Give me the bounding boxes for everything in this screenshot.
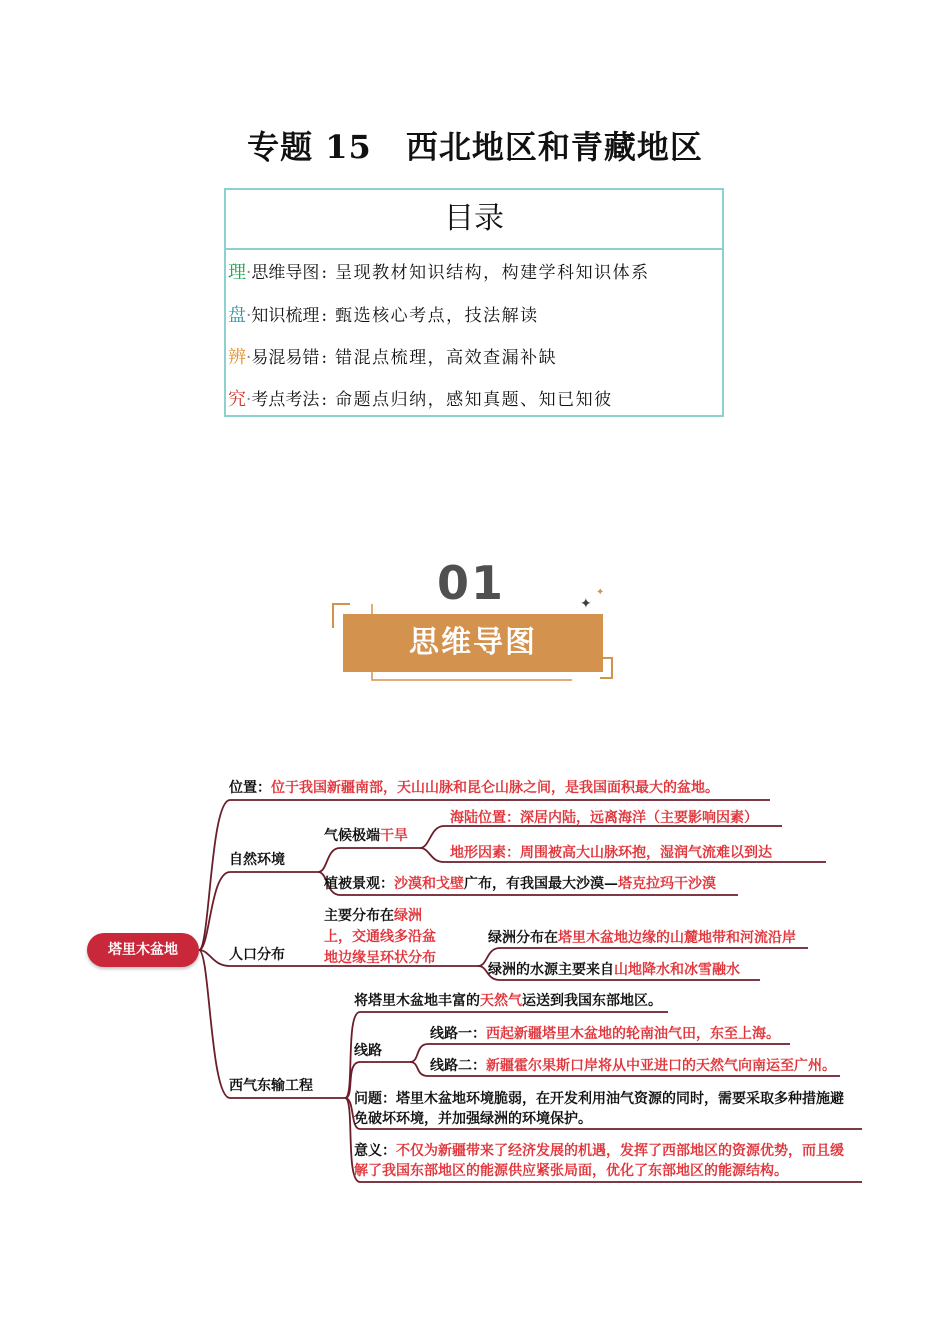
population-node: 人口分布	[229, 947, 285, 963]
toc-separator: :	[321, 263, 328, 283]
nature-node: 自然环境	[229, 852, 285, 868]
title-text: 西北地区和青藏地区	[405, 128, 703, 166]
toc-tag: 盘	[228, 305, 246, 326]
vegetation-node: 植被景观：沙漠和戈壁广布，有我国最大沙漠—塔克拉玛干沙漠	[324, 876, 716, 892]
toc-separator: :	[321, 306, 328, 326]
problem-node: 问题：塔里木盆地环境脆弱，在开发利用油气资源的同时，需要采取多种措施避 免破坏环境，并加强绿洲的环境保护。	[354, 1091, 844, 1127]
toc-name: 知识梳理	[251, 306, 320, 326]
toc-separator: :	[321, 348, 328, 368]
toc-tag: 究	[228, 389, 246, 410]
sparkle-icon: ✦	[596, 587, 605, 598]
route-node: 线路	[354, 1043, 382, 1059]
toc-desc: 错混点梳理，高效查漏补缺	[335, 348, 558, 368]
toc-dot: ·	[246, 390, 252, 410]
sea-position-node: 海陆位置：深居内陆，远离海洋（主要影响因素）	[450, 810, 758, 826]
meaning-node: 意义：不仅为新疆带来了经济发展的机遇，发挥了西部地区的资源优势，而且缓 解了我国东部地区的能源供应紧张局面，优化了东部地区的能源结构。	[354, 1143, 844, 1179]
sparkle-icon: ✦	[580, 596, 592, 612]
title-number: 专题 15	[247, 128, 372, 166]
toc-desc: 甄选核心考点，技法解读	[335, 306, 539, 326]
toc-separator: :	[321, 390, 328, 410]
section-number: 01	[437, 556, 506, 610]
toc-tag: 理	[228, 262, 246, 283]
location-node: 位置：位于我国新疆南部，天山山脉和昆仑山脉之间，是我国面积最大的盆地。	[229, 780, 719, 796]
toc-dot: ·	[246, 263, 252, 283]
toc-dot: ·	[246, 348, 252, 368]
section-label: 思维导图	[343, 614, 603, 672]
toc-heading: 目录	[226, 190, 722, 250]
route-one-node: 线路一：西起新疆塔里木盆地的轮南油气田，东至上海。	[430, 1026, 780, 1042]
oasis-node: 绿洲分布在塔里木盆地边缘的山麓地带和河流沿岸	[488, 930, 796, 946]
terrain-node: 地形因素：周围被高大山脉环抱，湿润气流难以到达	[450, 845, 772, 861]
gas-project-node: 西气东输工程	[229, 1078, 313, 1094]
route-two-node: 线路二：新疆霍尔果斯口岸将从中亚进口的天然气向南运至广州。	[430, 1058, 836, 1074]
water-node: 绿洲的水源主要来自山地降水和冰雪融水	[488, 962, 740, 978]
toc-name: 思维导图	[251, 263, 320, 283]
toc-name: 考点考法	[251, 390, 320, 410]
population-main-node: 主要分布在绿洲 上，交通线多沿盆 地边缘呈环状分布	[324, 908, 436, 966]
toc-desc: 命题点归纳，感知真题、知已知彼	[335, 390, 613, 410]
climate-node: 气候极端干旱	[324, 828, 408, 844]
toc-desc: 呈现教材知识结构，构建学科知识体系	[335, 263, 650, 283]
toc-dot: ·	[246, 306, 252, 326]
mindmap-root: 塔里木盆地	[87, 933, 199, 967]
gas-intro-node: 将塔里木盆地丰富的天然气运送到我国东部地区。	[354, 993, 662, 1009]
toc-tag: 辨	[228, 347, 246, 368]
toc-name: 易混易错	[251, 348, 320, 368]
